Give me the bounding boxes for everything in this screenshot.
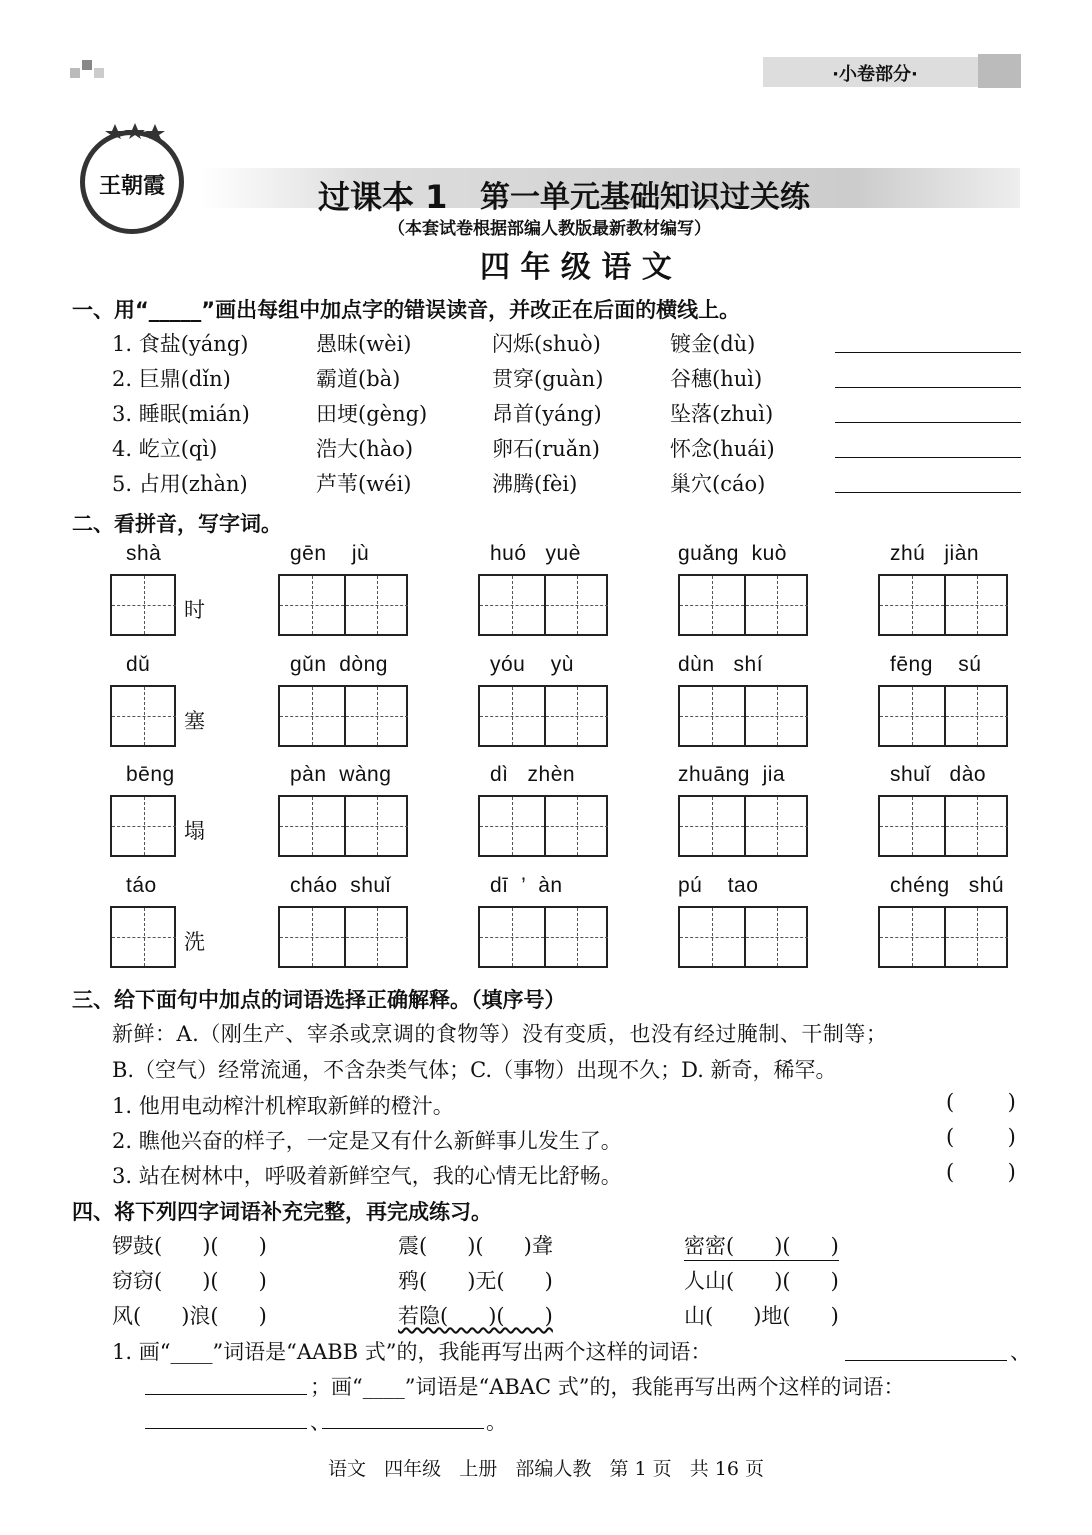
pinyin-label: dì zhèn: [490, 763, 576, 786]
q2-title: 二、看拼音，写字词。: [72, 512, 282, 536]
writing-cell[interactable]: [480, 687, 544, 745]
writing-cell[interactable]: [880, 797, 944, 855]
pinyin-label: gēn jù: [290, 542, 370, 565]
writing-box[interactable]: [278, 906, 408, 968]
pinyin-label: dī ’ àn: [490, 873, 563, 897]
writing-box[interactable]: [478, 574, 608, 636]
writing-box[interactable]: [878, 574, 1008, 636]
writing-cell[interactable]: [744, 576, 808, 634]
idiom-blank[interactable]: 山( )地( ): [684, 1304, 839, 1328]
corner-decoration: [70, 60, 104, 82]
writing-cell[interactable]: [680, 687, 744, 745]
idiom-blank[interactable]: 窃窃( )( ): [112, 1269, 267, 1293]
writing-box[interactable]: [278, 574, 408, 636]
writing-box[interactable]: [678, 574, 808, 636]
answer-line[interactable]: [845, 1360, 1007, 1361]
pinyin-label: shuǐ dào: [890, 763, 987, 786]
idiom-blank[interactable]: 若隐( )( ): [398, 1304, 553, 1328]
writing-cell[interactable]: [880, 908, 944, 966]
writing-box[interactable]: [278, 685, 408, 747]
word-item: 芦苇(wéi): [316, 472, 412, 496]
idiom-blank[interactable]: 风( )浪( ): [112, 1304, 267, 1328]
writing-cell[interactable]: [544, 576, 608, 634]
writing-cell[interactable]: [744, 797, 808, 855]
answer-line[interactable]: [835, 387, 1021, 388]
word-item: 贯穿(guàn): [492, 367, 604, 391]
idiom-blank[interactable]: 锣鼓( )( ): [112, 1234, 267, 1258]
pinyin-label: fēng sú: [890, 652, 982, 676]
writing-cell[interactable]: [112, 576, 176, 634]
writing-cell[interactable]: [112, 908, 176, 966]
header-tag-block: [978, 54, 1021, 88]
writing-box[interactable]: [878, 795, 1008, 857]
pinyin-label: pú tao: [678, 873, 759, 897]
pinyin-label: zhuāng jia: [678, 763, 786, 786]
writing-cell[interactable]: [944, 797, 1008, 855]
word-item: 卵石(ruǎn): [492, 437, 600, 461]
writing-box[interactable]: [278, 795, 408, 857]
writing-box[interactable]: [678, 685, 808, 747]
writing-box[interactable]: [110, 574, 176, 636]
answer-paren[interactable]: ( ): [946, 1125, 1016, 1149]
word-item: 坠落(zhuì): [670, 402, 774, 426]
pinyin-label: gǔn dòng: [290, 652, 388, 676]
q3-title: 三、给下面句中加点的词语选择正确解释。（填序号）: [72, 988, 566, 1012]
pinyin-label: zhú jiàn: [890, 542, 980, 565]
word-item: 2. 巨鼎(dǐn): [112, 367, 231, 391]
word-item: 巢穴(cáo): [670, 472, 766, 496]
pinyin-label: táo: [126, 873, 157, 897]
answer-paren[interactable]: ( ): [946, 1090, 1016, 1114]
writing-cell[interactable]: [280, 687, 344, 745]
writing-box[interactable]: [478, 906, 608, 968]
answer-line[interactable]: [835, 492, 1021, 493]
word-item: 昂首(yáng): [492, 402, 602, 426]
pinyin-label: dùn shí: [678, 652, 764, 676]
pinyin-label: huó yuè: [490, 542, 581, 565]
idiom-blank[interactable]: 人山( )( ): [684, 1269, 839, 1293]
word-item: 4. 屹立(qì): [112, 437, 218, 461]
writing-cell[interactable]: [544, 687, 608, 745]
writing-cell[interactable]: [344, 687, 408, 745]
answer-line[interactable]: [145, 1428, 307, 1429]
answer-line[interactable]: [835, 422, 1021, 423]
suffix-char: 洗: [184, 929, 205, 954]
writing-cell[interactable]: [480, 576, 544, 634]
title-main: 过课本 1: [318, 178, 448, 216]
pinyin-label: cháo shuǐ: [290, 873, 391, 897]
ex-sep: 、: [310, 1410, 331, 1434]
writing-box[interactable]: [478, 685, 608, 747]
q3-def2: B.（空气）经常流通，不含杂类气体；C.（事物）出现不久；D. 新奇，稀罕。: [112, 1058, 837, 1082]
writing-box[interactable]: [478, 795, 608, 857]
writing-cell[interactable]: [944, 576, 1008, 634]
writing-box[interactable]: [110, 795, 176, 857]
word-item: 谷穗(huì): [670, 367, 763, 391]
writing-cell[interactable]: [112, 797, 176, 855]
pinyin-label: bēng: [126, 763, 175, 786]
word-item: 愚昧(wèi): [316, 332, 412, 356]
writing-cell[interactable]: [944, 908, 1008, 966]
sentence-item: 1. 他用电动榨汁机榨取新鲜的橙汁。: [112, 1094, 454, 1118]
writing-cell[interactable]: [544, 797, 608, 855]
brand-logo: [80, 130, 184, 234]
pinyin-label: dǔ: [126, 652, 151, 676]
writing-cell[interactable]: [880, 576, 944, 634]
writing-cell[interactable]: [744, 908, 808, 966]
pinyin-label: pàn wàng: [290, 763, 392, 786]
word-item: 沸腾(fèi): [492, 472, 578, 496]
writing-cell[interactable]: [280, 576, 344, 634]
writing-cell[interactable]: [112, 687, 176, 745]
answer-line[interactable]: [835, 352, 1021, 353]
writing-cell[interactable]: [280, 797, 344, 855]
writing-cell[interactable]: [480, 908, 544, 966]
ex-line1: 1. 画“____”词语是“AABB 式”的，我能再写出两个这样的词语：: [112, 1340, 712, 1364]
idiom-blank[interactable]: 密密( )( ): [684, 1230, 839, 1261]
header-tag: ·小卷部分·: [832, 64, 918, 85]
writing-box[interactable]: [678, 795, 808, 857]
page-footer: 语文 四年级 上册 部编人教 第 1 页 共 16 页: [327, 1458, 765, 1480]
word-item: 5. 占用(zhàn): [112, 472, 248, 496]
pinyin-label: shà: [126, 542, 162, 565]
writing-cell[interactable]: [280, 908, 344, 966]
word-item: 闪烁(shuò): [492, 332, 601, 356]
word-item: 霸道(bà): [316, 367, 401, 391]
idiom-blank[interactable]: 震( )( )聋: [398, 1234, 553, 1258]
word-item: 怀念(huái): [670, 437, 775, 461]
writing-cell[interactable]: [344, 576, 408, 634]
word-item: 田埂(gèng): [316, 402, 428, 426]
word-item: 镀金(dù): [670, 332, 756, 356]
writing-cell[interactable]: [680, 576, 744, 634]
word-item: 1. 食盐(yáng): [112, 332, 249, 356]
brand-name: 王朝霞: [98, 173, 165, 199]
writing-cell[interactable]: [944, 687, 1008, 745]
ex-end: 。: [486, 1410, 507, 1434]
writing-box[interactable]: [878, 906, 1008, 968]
sentence-item: 2. 瞧他兴奋的样子，一定是又有什么新鲜事儿发生了。: [112, 1129, 622, 1153]
ex-sep: 、: [1010, 1340, 1031, 1364]
word-item: 3. 睡眠(mián): [112, 402, 250, 426]
writing-cell[interactable]: [344, 908, 408, 966]
writing-cell[interactable]: [344, 797, 408, 855]
suffix-char: 时: [184, 598, 205, 622]
title-sub: 第一单元基础知识过关练: [480, 180, 810, 215]
q1-title: 一、用“_____”画出每组中加点字的错误读音，并改正在后面的横线上。: [72, 298, 741, 322]
answer-line[interactable]: [322, 1428, 484, 1429]
writing-box[interactable]: [678, 906, 808, 968]
pinyin-label: yóu yù: [490, 652, 574, 676]
suffix-char: 塌: [184, 819, 205, 843]
q4-title: 四、将下列四字词语补充完整，再完成练习。: [72, 1200, 492, 1224]
word-item: 浩大(hào): [316, 437, 414, 461]
writing-cell[interactable]: [680, 908, 744, 966]
writing-box[interactable]: [878, 685, 1008, 747]
q3-def1: 新鲜：A.（刚生产、宰杀或烹调的食物等）没有变质，也没有经过腌制、干制等；: [112, 1022, 888, 1046]
idiom-blank[interactable]: 鸦( )无( ): [398, 1269, 553, 1293]
writing-cell[interactable]: [480, 797, 544, 855]
writing-cell[interactable]: [680, 797, 744, 855]
title-note: （本套试卷根据部编人教版最新教材编写）: [388, 219, 711, 239]
star-icon: [105, 123, 165, 139]
pinyin-label: guǎng kuò: [678, 542, 787, 565]
writing-cell[interactable]: [744, 687, 808, 745]
writing-box[interactable]: [110, 906, 176, 968]
answer-line[interactable]: [145, 1394, 307, 1395]
suffix-char: 塞: [184, 708, 205, 733]
ex-line2: ；画“____”词语是“ABAC 式”的，我能再写出两个这样的词语：: [310, 1375, 905, 1399]
sentence-item: 3. 站在树林中，呼吸着新鲜空气，我的心情无比舒畅。: [112, 1164, 622, 1188]
pinyin-label: chéng shú: [890, 873, 1005, 897]
answer-line[interactable]: [835, 457, 1021, 458]
answer-paren[interactable]: ( ): [946, 1160, 1016, 1184]
grade-subject: 四 年 级 语 文: [480, 250, 672, 285]
writing-cell[interactable]: [544, 908, 608, 966]
writing-box[interactable]: [110, 685, 176, 747]
writing-cell[interactable]: [880, 687, 944, 745]
